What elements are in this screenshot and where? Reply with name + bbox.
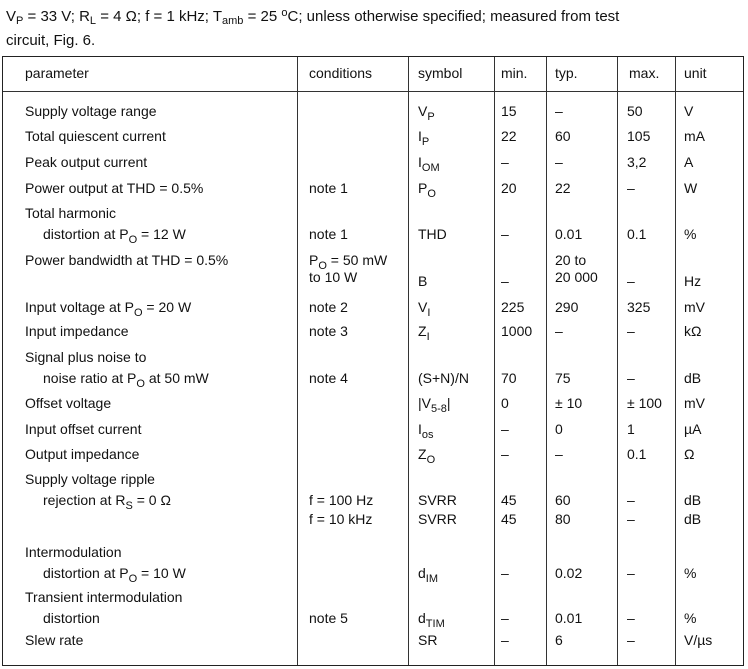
typ-cell: 0: [555, 421, 563, 437]
min-cell: –: [501, 154, 509, 170]
max-cell: 325: [627, 299, 651, 315]
min-cell: 70: [501, 370, 517, 386]
symbol-cell: SVRR: [418, 511, 457, 527]
parameter-cell: Supply voltage ripple: [25, 471, 155, 487]
heading-line-1: [6, 4, 742, 31]
conditions-cell: note 3: [309, 323, 348, 339]
header-min: min.: [501, 65, 528, 81]
parameter-cell: Input impedance: [25, 323, 129, 339]
conditions-cell: note 4: [309, 370, 348, 386]
parameter-cell: Peak output current: [25, 154, 148, 170]
table-heading: [6, 4, 742, 50]
heading-sup: o: [281, 7, 288, 19]
header-unit: unit: [684, 65, 707, 81]
parameter-cell: Power bandwidth at THD = 0.5%: [25, 252, 229, 268]
unit-cell: mV: [684, 299, 705, 315]
min-cell: 45: [501, 492, 517, 508]
max-cell: 3,2: [627, 154, 647, 170]
typ-cell: –: [555, 323, 563, 339]
parameter-cell: Supply voltage range: [25, 103, 157, 119]
conditions-cell: note 1: [309, 226, 348, 242]
max-cell: 1: [627, 421, 635, 437]
max-cell: 105: [627, 128, 651, 144]
max-cell: –: [627, 180, 635, 196]
typ-cell: –: [555, 103, 563, 119]
header-parameter: parameter: [25, 65, 89, 81]
heading-sub: amb: [222, 15, 244, 27]
conditions-cell: to 10 W: [309, 269, 358, 285]
min-cell: –: [501, 273, 509, 289]
max-cell: –: [627, 610, 635, 626]
max-cell: 0.1: [627, 446, 647, 462]
parameter-cell: Transient intermodulation: [25, 589, 183, 605]
min-cell: 20: [501, 180, 517, 196]
symbol-cell: SR: [418, 632, 438, 648]
symbol-cell: (S+N)/N: [418, 370, 469, 386]
unit-cell: V: [684, 103, 694, 119]
unit-cell: %: [684, 565, 697, 581]
header-typ: typ.: [555, 65, 578, 81]
unit-cell: kΩ: [684, 323, 702, 339]
typ-cell: –: [555, 154, 563, 170]
symbol-cell: $Z_O$: [418, 446, 436, 466]
symbol-cell: SVRR: [418, 492, 457, 508]
min-cell: –: [501, 632, 509, 648]
typ-cell: –: [555, 446, 563, 462]
min-cell: 15: [501, 103, 517, 119]
parameter-cell: rejection at $R_S = 0$ Ω: [43, 492, 171, 512]
column-divider: [546, 57, 547, 665]
conditions-cell: $P_O = 50$ mW: [309, 252, 388, 272]
parameter-cell: Slew rate: [25, 632, 84, 648]
unit-cell: dB: [684, 370, 702, 386]
symbol-cell: $d_{TIM}$: [418, 610, 445, 630]
symbol-cell: $d_{IM}$: [418, 565, 439, 585]
typ-cell: 60: [555, 492, 571, 508]
parameter-cell: Intermodulation: [25, 544, 122, 560]
parameter-cell: Signal plus noise to: [25, 349, 147, 365]
min-cell: 1000: [501, 323, 533, 339]
unit-cell: W: [684, 180, 698, 196]
header-divider: [3, 91, 743, 92]
column-divider: [297, 57, 298, 665]
max-cell: –: [627, 565, 635, 581]
column-divider: [617, 57, 618, 665]
typ-cell: 80: [555, 511, 571, 527]
min-cell: 225: [501, 299, 525, 315]
header-conditions: conditions: [309, 65, 373, 81]
parameter-cell: Output impedance: [25, 446, 140, 462]
max-cell: –: [627, 492, 635, 508]
unit-cell: Hz: [684, 273, 702, 289]
heading-sub: P: [16, 15, 24, 27]
conditions-cell: note 2: [309, 299, 348, 315]
typ-cell: 0.02: [555, 565, 583, 581]
min-cell: 22: [501, 128, 517, 144]
specification-table: [2, 56, 744, 666]
conditions-cell: f = 100 Hz: [309, 492, 374, 508]
unit-cell: dB: [684, 511, 702, 527]
conditions-cell: note 1: [309, 180, 348, 196]
column-divider: [675, 57, 676, 665]
min-cell: –: [501, 226, 509, 242]
parameter-cell: Offset voltage: [25, 395, 112, 411]
parameter-cell: distortion: [43, 610, 100, 626]
heading-text: C; unless otherwise specified; measured from test: [287, 8, 620, 25]
parameter-cell: Total harmonic: [25, 205, 117, 221]
symbol-cell: $Z_I$: [418, 323, 430, 343]
symbol-cell: THD: [418, 226, 447, 242]
typ-cell: 0.01: [555, 610, 583, 626]
typ-cell: 22: [555, 180, 571, 196]
heading-text: = 4 Ω; f = 1 kHz; T: [96, 8, 223, 25]
max-cell: –: [627, 370, 635, 386]
parameter-cell: noise ratio at $P_O$ at 50 mW: [43, 370, 209, 390]
typ-cell: ± 10: [555, 395, 583, 411]
symbol-cell: $I_{OM}$: [418, 154, 440, 174]
min-cell: –: [501, 446, 509, 462]
header-max: max.: [629, 65, 660, 81]
heading-line-2: circuit, Fig. 6.: [6, 32, 96, 49]
heading-text: = 25: [243, 8, 282, 25]
min-cell: –: [501, 610, 509, 626]
typ-cell: 75: [555, 370, 571, 386]
typ-cell: 60: [555, 128, 571, 144]
parameter-cell: Input offset current: [25, 421, 142, 437]
unit-cell: dB: [684, 492, 702, 508]
max-cell: –: [627, 632, 635, 648]
min-cell: 45: [501, 511, 517, 527]
typ-cell: 20 000: [555, 269, 598, 285]
typ-cell: 20 to: [555, 252, 587, 268]
max-cell: ± 100: [627, 395, 662, 411]
parameter-cell: distortion at $P_O = 10$ W: [43, 565, 186, 585]
symbol-cell: $V_P$: [418, 103, 435, 123]
max-cell: –: [627, 273, 635, 289]
unit-cell: A: [684, 154, 694, 170]
typ-cell: 6: [555, 632, 563, 648]
symbol-cell: $P_O$: [418, 180, 436, 200]
min-cell: –: [501, 565, 509, 581]
heading-text: = 33 V; R: [23, 8, 90, 25]
symbol-cell: $I_{os}$: [418, 421, 434, 441]
conditions-cell: f = 10 kHz: [309, 511, 373, 527]
max-cell: 50: [627, 103, 643, 119]
max-cell: –: [627, 323, 635, 339]
unit-cell: mA: [684, 128, 705, 144]
min-cell: –: [501, 421, 509, 437]
parameter-cell: Total quiescent current: [25, 128, 166, 144]
symbol-cell: $|V_{5-8}|$: [418, 395, 451, 415]
unit-cell: %: [684, 610, 697, 626]
symbol-cell: $I_P$: [418, 128, 430, 148]
unit-cell: µA: [684, 421, 702, 437]
typ-cell: 0.01: [555, 226, 583, 242]
symbol-cell: $V_I$: [418, 299, 431, 319]
max-cell: 0.1: [627, 226, 647, 242]
max-cell: –: [627, 511, 635, 527]
symbol-cell: B: [418, 273, 428, 289]
column-divider: [408, 57, 409, 665]
unit-cell: Ω: [684, 446, 695, 462]
unit-cell: V/µs: [684, 632, 713, 648]
unit-cell: mV: [684, 395, 705, 411]
typ-cell: 290: [555, 299, 579, 315]
parameter-cell: Input voltage at $P_O = 20$ W: [25, 299, 192, 319]
column-divider: [494, 57, 495, 665]
conditions-cell: note 5: [309, 610, 348, 626]
heading-text: V: [6, 8, 17, 25]
parameter-cell: Power output at THD = 0.5%: [25, 180, 204, 196]
unit-cell: %: [684, 226, 697, 242]
header-symbol: symbol: [418, 65, 463, 81]
heading-sub: L: [89, 15, 97, 27]
min-cell: 0: [501, 395, 509, 411]
parameter-cell: distortion at $P_O = 12$ W: [43, 226, 186, 246]
